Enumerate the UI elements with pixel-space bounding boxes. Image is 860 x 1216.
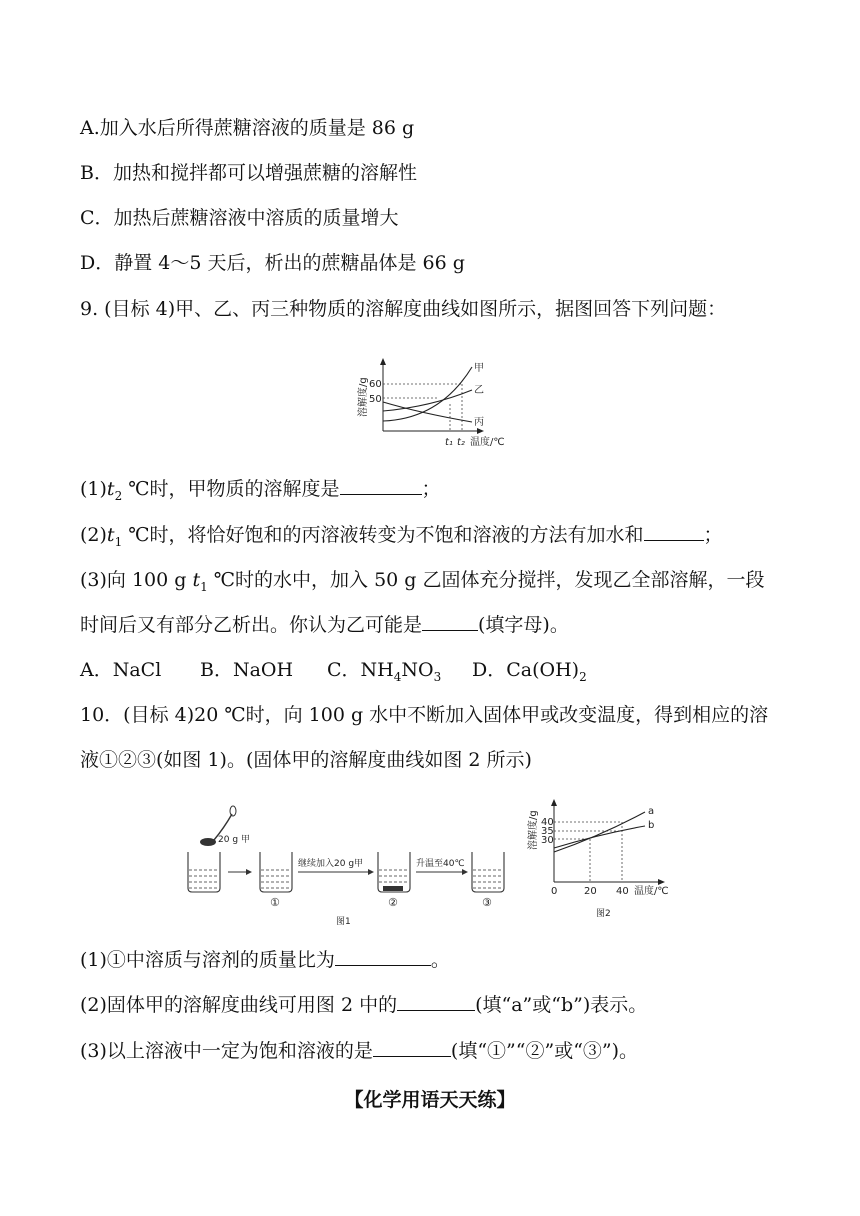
fig2-series-b: b — [648, 820, 655, 831]
fig2-x-tick-40: 40 — [616, 886, 629, 897]
y-tick-60: 60 — [369, 379, 382, 390]
question-9-stem: 9. (目标 4)甲、乙、丙三种物质的溶解度曲线如图所示，据图回答下列问题： — [80, 298, 727, 320]
figure-2-caption: 图2 — [596, 909, 611, 919]
fig2-x-tick-20: 20 — [584, 886, 597, 897]
series-label-jia: 甲 — [474, 363, 484, 374]
beaker-1 — [260, 852, 292, 892]
curve-a — [554, 812, 645, 852]
curve-bing — [383, 402, 472, 422]
option-b: B．加热和搅拌都可以增强蔗糖的溶解性 — [80, 162, 417, 184]
series-label-bing: 丙 — [474, 417, 484, 428]
answer-blank[interactable] — [373, 1038, 451, 1057]
fig2-x-tick-0: 0 — [551, 886, 558, 897]
q9-opt-b: B．NaOH — [200, 659, 294, 681]
beaker-2 — [378, 852, 410, 892]
fig2-y-tick-30: 30 — [541, 835, 554, 846]
fig2-x-axis-label: 温度/℃ — [634, 886, 669, 897]
x-axis-label: 温度/℃ — [470, 437, 505, 448]
y-axis-label: 溶解度/g — [358, 377, 369, 417]
q9-opt-c: C．$NH_4NO_3$ — [327, 659, 442, 684]
q9-part1: $(1)t_2$ ℃时，甲物质的溶解度是 ； — [80, 478, 441, 503]
x-tick-t1: t₁ — [445, 437, 453, 448]
fig2-y-axis-label: 溶解度/g — [528, 810, 539, 850]
question-10-stem-line1: 10．(目标 4)20 ℃时，向 100 g 水中不断加入固体甲或改变温度，得到相应的溶 — [80, 704, 769, 726]
question-10-stem-line2: 液①②③(如图 1)。(固体甲的溶解度曲线如图 2 所示) — [80, 749, 532, 771]
beaker-initial — [188, 852, 220, 892]
beaker-3-label: ③ — [482, 896, 492, 909]
fig2-y-tick-40: 40 — [541, 817, 554, 828]
beaker-1-label: ① — [270, 896, 280, 909]
curve-b — [554, 826, 645, 848]
fig2-y-tick-35: 35 — [541, 826, 554, 837]
step2-label: 升温至40℃ — [416, 859, 465, 869]
curve-yi — [383, 390, 472, 411]
option-a: A.加入水后所得蔗糖溶液的质量是 86 g — [80, 117, 415, 139]
figure-1-beakers — [180, 800, 520, 930]
beaker-2-label: ② — [388, 896, 398, 909]
option-c: C．加热后蔗糖溶液中溶质的质量增大 — [80, 207, 399, 229]
q10-part3: (3)以上溶液中一定为饱和溶液的是 (填“①”“②”或“③”)。 — [80, 1040, 639, 1062]
section-title: 【化学用语天天练】 — [344, 1089, 516, 1111]
answer-blank[interactable] — [335, 947, 431, 966]
solubility-chart-q9 — [350, 355, 520, 455]
answer-blank[interactable] — [644, 522, 704, 541]
q9-part2: $(2)t_1$ ℃时，将恰好饱和的丙溶液转变为不饱和溶液的方法有加水和 ； — [80, 524, 723, 549]
series-label-yi: 乙 — [474, 385, 484, 396]
beaker-3 — [472, 852, 504, 892]
figure-1-caption: 图1 — [336, 917, 351, 927]
q10-part2: (2)固体甲的溶解度曲线可用图 2 中的 (填“a”或“b”)表示。 — [80, 994, 648, 1016]
answer-blank[interactable] — [397, 992, 475, 1011]
x-tick-t2: t₂ — [457, 437, 465, 448]
q9-opt-a: A．NaCl — [80, 659, 162, 681]
fig2-series-a: a — [648, 806, 655, 817]
answer-blank[interactable] — [340, 476, 422, 495]
step1-label: 继续加入20 g甲 — [298, 859, 364, 869]
q10-part1: (1)①中溶质与溶剂的质量比为 。 — [80, 949, 450, 971]
q9-opt-d: D．$Ca(OH)_2$ — [472, 659, 587, 684]
spoon-label: 20 g 甲 — [218, 835, 250, 845]
figure-2-solubility — [520, 790, 690, 925]
y-tick-50: 50 — [369, 394, 382, 405]
option-d: D．静置 4～5 天后，析出的蔗糖晶体是 66 g — [80, 252, 465, 274]
q9-part3-line2: 时间后又有部分乙析出。你认为乙可能是 (填字母)。 — [80, 614, 569, 636]
answer-blank[interactable] — [422, 612, 478, 631]
q9-part3-line1: (3)向 100 g $t_1$ ℃时的水中，加入 50 g 乙固体充分搅拌，发现乙全部溶解，一段 — [80, 569, 765, 594]
